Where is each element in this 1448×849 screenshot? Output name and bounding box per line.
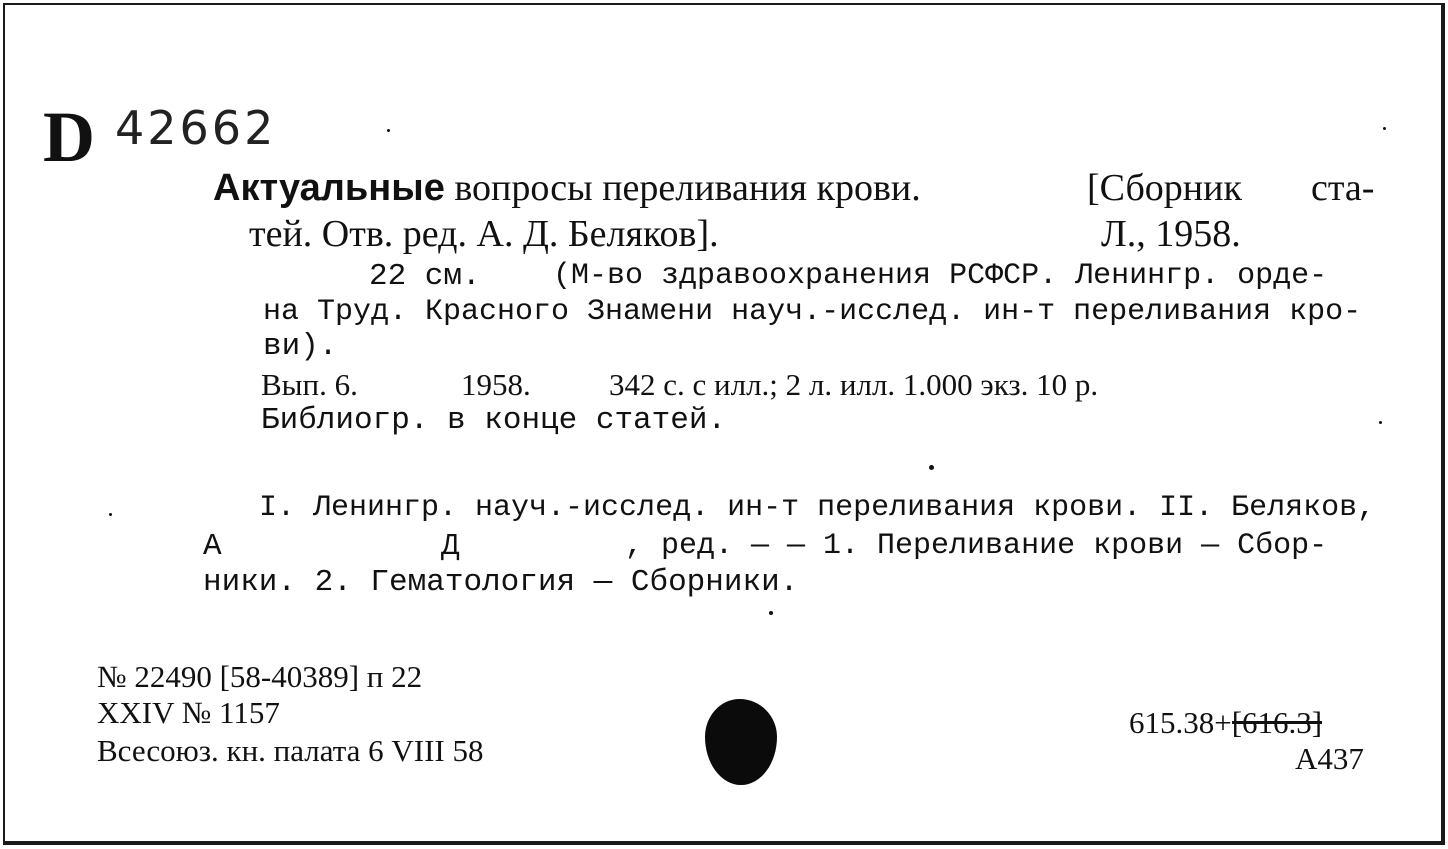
cutter-number: А437: [1295, 741, 1364, 776]
issue-year: 1958.: [461, 367, 531, 402]
tracing-initial-a: А: [203, 529, 222, 564]
punch-hole: [705, 699, 777, 785]
speck: [109, 513, 112, 516]
pagination: 342 с. с илл.; 2 л. илл. 1.000 экз. 10 р.: [609, 367, 1099, 402]
tracing-line-3: ники. 2. Гематология — Сборники.: [203, 565, 799, 600]
udc-number: 615.38+: [1129, 705, 1232, 740]
udc-struck: [616.3]: [1231, 705, 1323, 740]
title-rest: вопросы переливания крови.: [454, 167, 921, 209]
speck: [769, 611, 773, 615]
book-chamber-line: Всесоюз. кн. палата 6 VIII 58: [97, 733, 484, 768]
registration-number: № 22490 [58-40389] п 22: [97, 659, 423, 694]
tracing-line-1: I. Ленингр. науч.-исслед. ин-т переливания крови. II. Беляков,: [259, 491, 1376, 525]
call-number-handwritten: 42662: [115, 101, 277, 155]
title-first-word: Актуальные: [213, 167, 445, 209]
bibliography-note: Библиогр. в конце статей.: [261, 403, 727, 438]
place-year: Л., 1958.: [1101, 213, 1241, 255]
title-bracket: [Сборник: [1087, 167, 1242, 209]
speck: [1383, 127, 1386, 130]
title-line: [213, 169, 921, 207]
tracing-line-2: , ред. — — 1. Переливание крови — Сбор-: [625, 529, 1328, 563]
publisher-line-1: (М-во здравоохранения РСФСР. Ленингр. орде-: [553, 259, 1328, 293]
udc-classification: [1129, 707, 1322, 738]
catalog-card: [3, 3, 1445, 845]
publisher-line-2: на Труд. Красного Знамени науч.-исслед. ин-т переливания кро-: [263, 295, 1362, 329]
speck: [1379, 421, 1382, 424]
size-note: 22 см.: [369, 259, 481, 294]
speck: [387, 129, 390, 132]
title-bracket-end: ста-: [1311, 167, 1375, 209]
publisher-line-3: ви).: [263, 329, 338, 364]
tracing-initial-d: Д: [441, 529, 460, 564]
title-line-2: тей. Отв. ред. А. Д. Беляков].: [249, 213, 719, 255]
call-number-prefix: D: [43, 97, 93, 177]
speck: [929, 465, 934, 470]
issue-number: Вып. 6.: [261, 367, 358, 402]
section-number: XXIV № 1157: [97, 695, 280, 730]
